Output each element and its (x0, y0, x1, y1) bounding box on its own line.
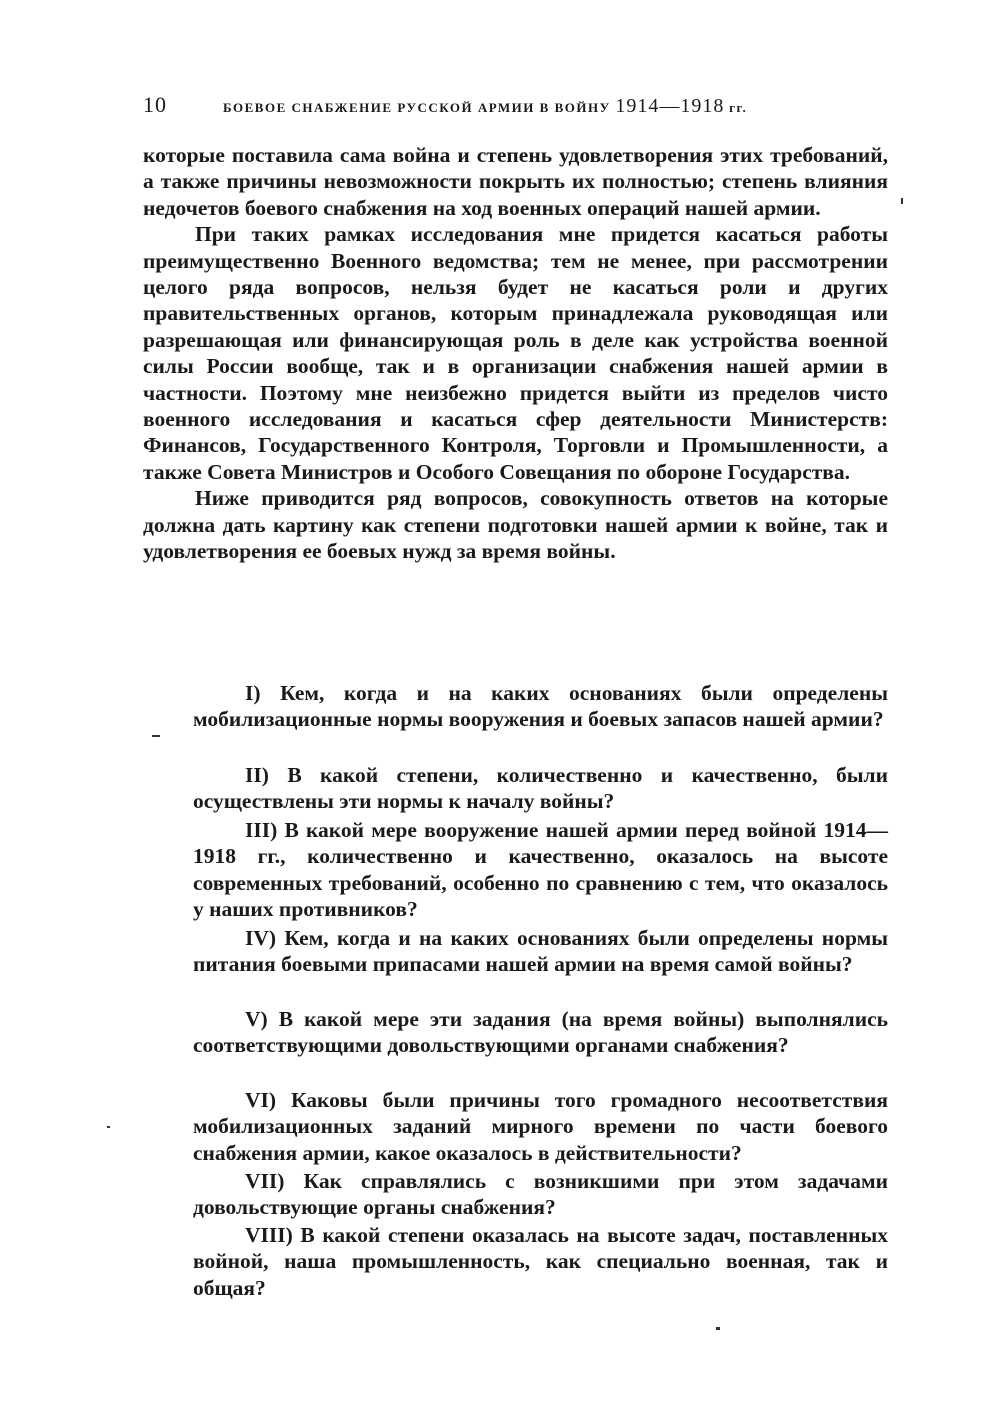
question-text: В какой степени оказалась на высоте задач, поставленных войной, наша промышленность, как специально военная, так и общая? (193, 1223, 889, 1300)
question-text: В какой мере эти задания (на время войны) выполнялись соответствующими довольствующими органами снабжения? (193, 1007, 889, 1058)
question-label: IV) (245, 926, 277, 950)
question-label: VI) (245, 1088, 277, 1112)
question-3 (193, 817, 888, 923)
running-title (223, 95, 747, 118)
question-6 (193, 1087, 888, 1166)
scan-speck (716, 1327, 720, 1330)
question-label: VII) (245, 1169, 285, 1193)
question-8 (193, 1222, 888, 1301)
running-title-years: 1914—1918 (615, 95, 725, 117)
question-label: V) (245, 1007, 268, 1031)
question-label: II) (245, 763, 269, 787)
question-text: Кем, когда и на каких основаниях были определены мобилизационные нормы вооружения и боевых запасов нашей армии? (193, 681, 889, 732)
question-label: VIII) (245, 1223, 293, 1247)
paragraph-questions-intro: Ниже приводится ряд вопросов, совокупность ответов на которые должна дать картину как степени подготовки нашей армии к войне, так и удовлетворения ее боевых нужд за время войны. (143, 486, 888, 564)
running-title-text: БОЕВОЕ СНАБЖЕНИЕ РУССКОЙ АРМИИ В ВОЙНУ (223, 100, 611, 115)
question-text: В какой степени, количественно и качественно, были осуществлены эти нормы к началу войны? (193, 763, 888, 814)
question-text: Как справлялись с возникшими при этом задачами довольствующие органы снабжения? (193, 1169, 888, 1220)
question-2 (193, 762, 888, 815)
question-label: III) (245, 818, 278, 842)
question-text: Кем, когда и на каких основаниях были определены нормы питания боевыми припасами нашей армии на время самой войны? (193, 926, 889, 977)
question-7 (193, 1168, 888, 1221)
page-number: 10 (143, 92, 167, 117)
question-1 (193, 680, 888, 733)
question-label: I) (245, 681, 261, 705)
paragraph-scope: При таких рамках исследования мне придется касаться работы преимущественно Военного ведомства; тем не менее, при рассмотрении целого ряда вопросов, нельзя будет не касаться роли и других правительственных органов, которым принадлежала руководящая или разрешающая или финансирующая роль в деле как устройства военной силы России вообще, так и в организации снабжения нашей армии в частности. Поэтому мне неизбежно придется выйти из пределов чисто военного исследования и касаться сфер деятельности Министерств: Финансов, Государственного Контроля, Торговли и Промышленности, а также Совета Министров и Особого Совещания по обороне Государства. (143, 222, 888, 484)
question-5 (193, 1006, 888, 1059)
question-text: В какой мере вооружение нашей армии перед войной 1914—1918 гг., количественно и качественно, оказалось на высоте современных требований, особенно по сравнению с тем, что оказалось у наших противников? (193, 818, 889, 922)
paragraph-continued: которые поставила сама война и степень удовлетворения этих требований, а также причины невозможности покрыть их полностью; степень влияния недочетов боевого снабжения на ход военных операций нашей армии. (143, 143, 888, 220)
scan-speck (107, 1126, 110, 1128)
body-text (143, 142, 888, 565)
running-head (143, 92, 903, 116)
question-text: Каковы были причины того громадного несоответствия мобилизационных заданий мирного времени по части боевого снабжения армии, какое оказалось в действительности? (193, 1088, 888, 1165)
running-title-suffix: гг. (729, 100, 748, 115)
scan-speck (901, 198, 903, 204)
question-4 (193, 925, 888, 978)
scan-speck (152, 735, 160, 737)
